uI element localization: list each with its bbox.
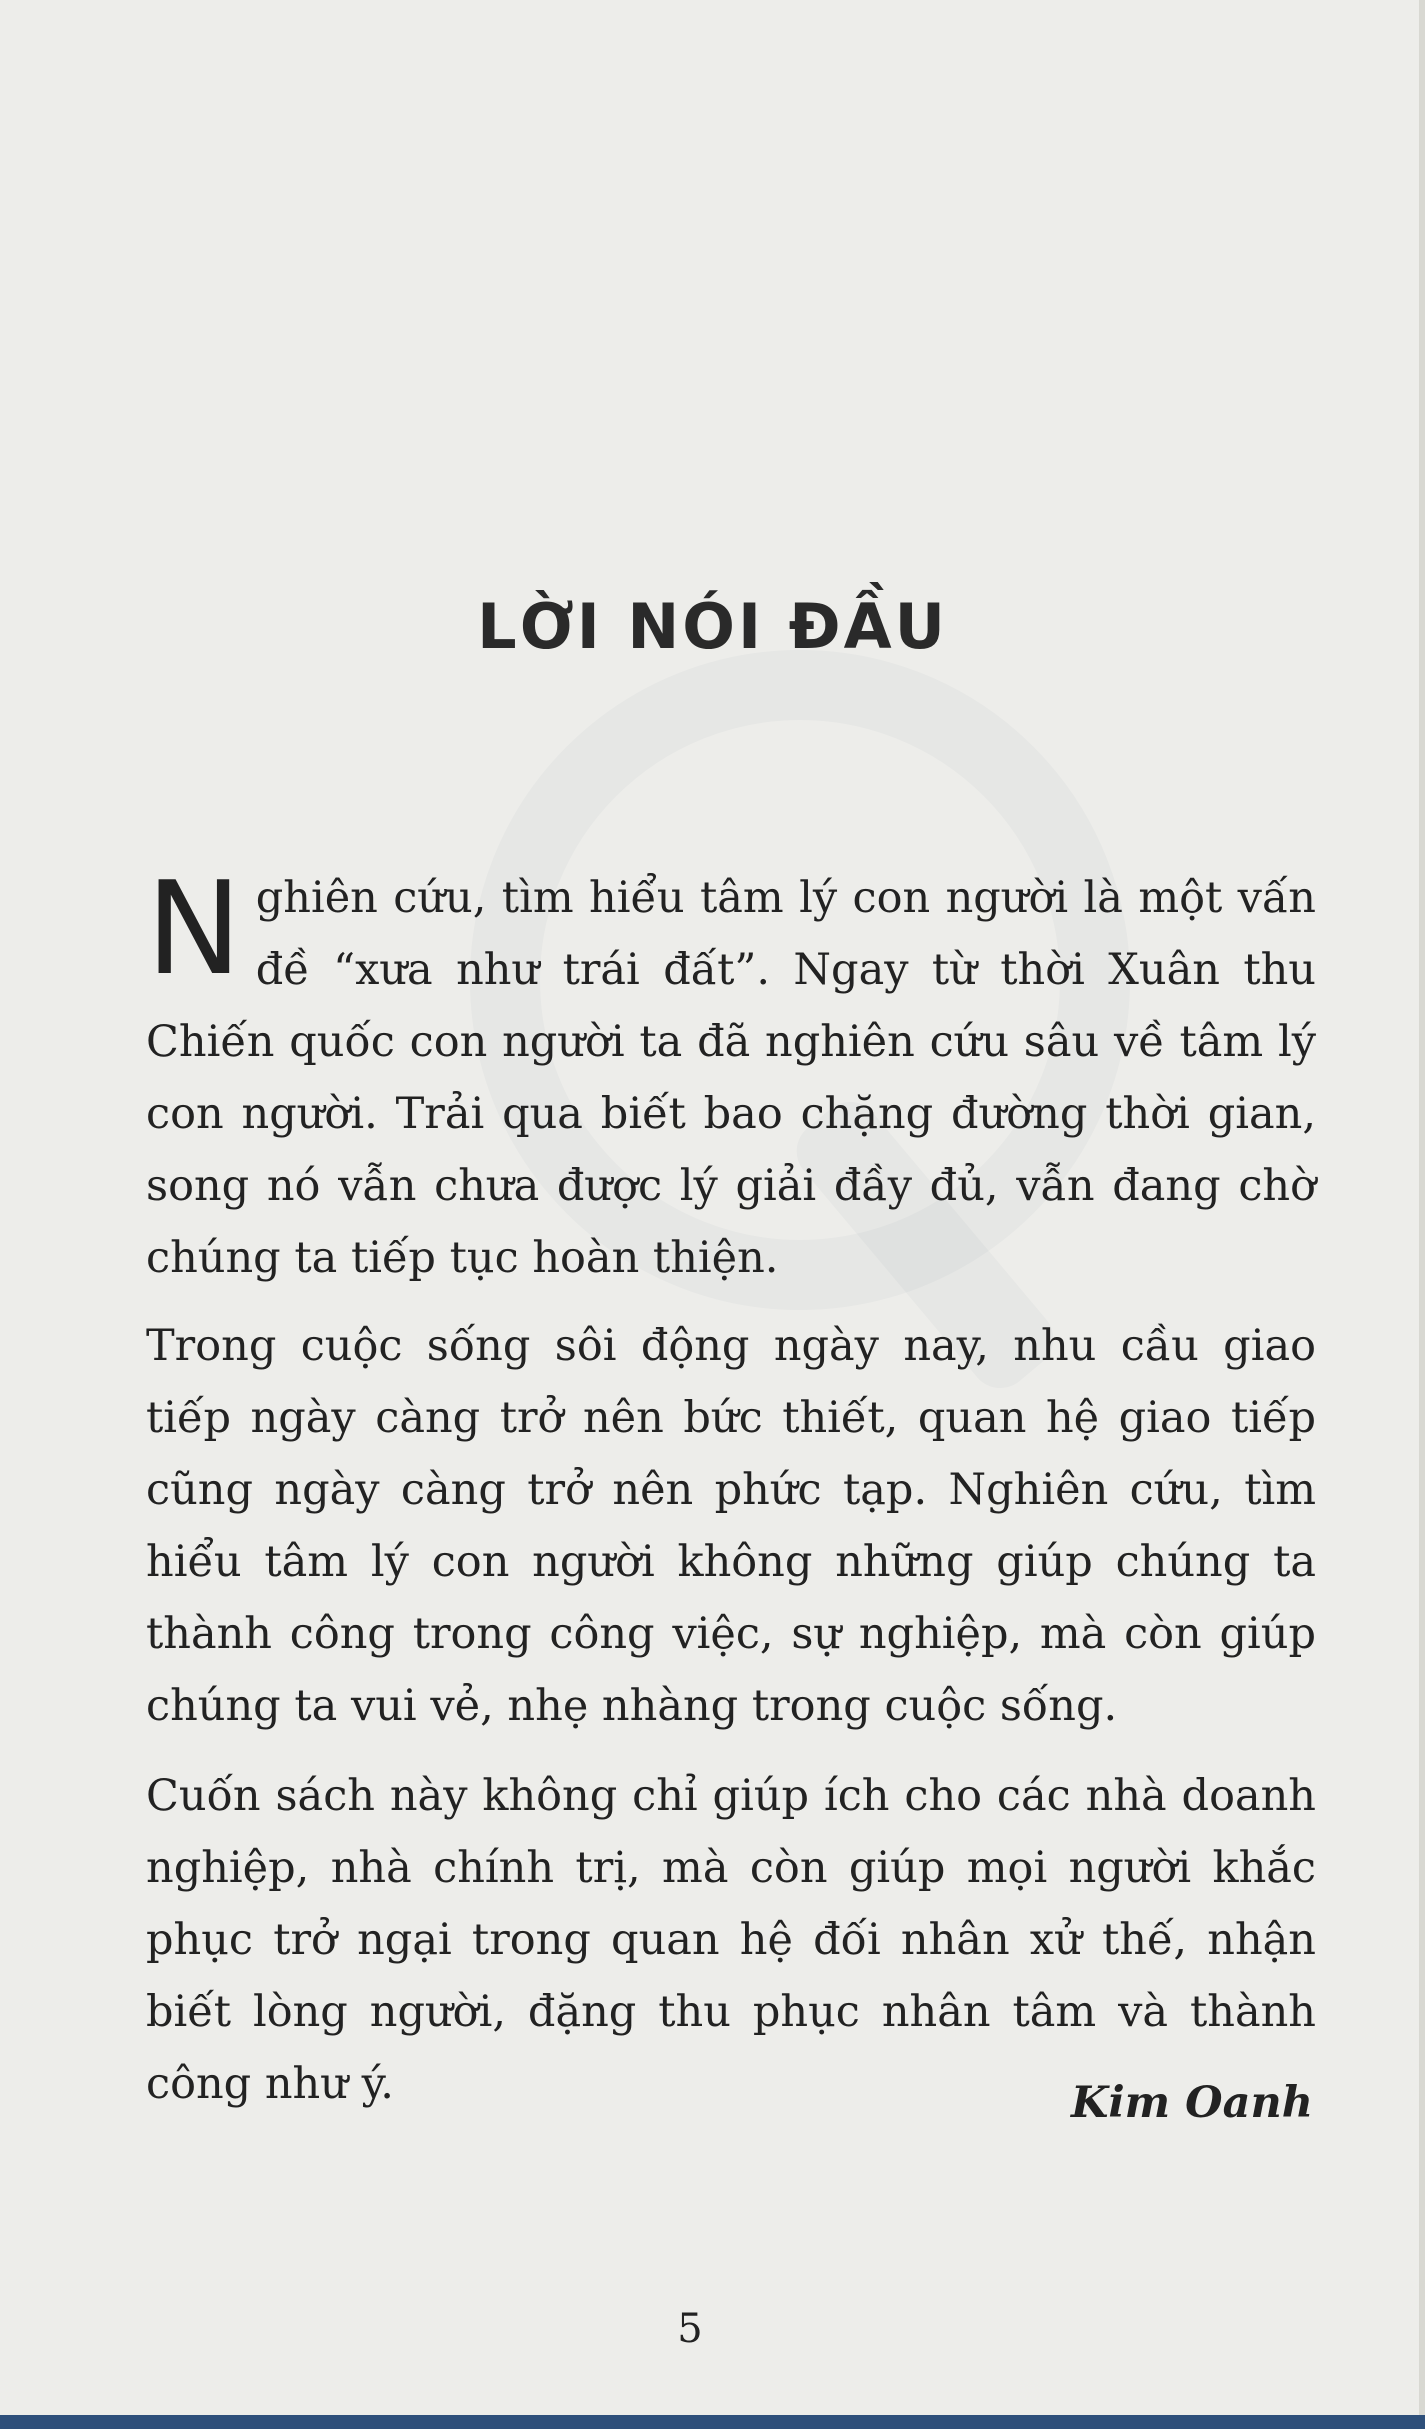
page-title: LỜI NÓI ĐẦU — [477, 590, 948, 663]
paragraph-1 — [146, 855, 1316, 1294]
page-edge-right — [1419, 0, 1425, 2429]
paragraph-3: Cuốn sách này không chỉ giúp ích cho các nhà doanh nghiệp, nhà chính trị, mà còn giúp mọi người khắc phục trở ngại trong quan hệ đối nhân xử thế, nhận biết lòng người, đặng thu phục nhân tâm và thành công như ý. — [146, 1771, 1316, 2109]
page-number: 5 — [677, 2306, 703, 2352]
drop-cap: N — [146, 855, 242, 1004]
page-edge-bottom — [0, 2415, 1425, 2429]
paragraph-2: Trong cuộc sống sôi động ngày nay, nhu cầu giao tiếp ngày càng trở nên bức thiết, quan hệ giao tiếp cũng ngày càng trở nên phức tạp. Nghiên cứu, tìm hiểu tâm lý con người không những giúp chúng ta thành công trong công việc, sự nghiệp, mà còn giúp chúng ta vui vẻ, nhẹ nhàng trong cuộc sống. — [146, 1321, 1316, 1731]
author-signature: Kim Oanh — [1070, 2078, 1313, 2128]
paragraph-1-body: ghiên cứu, tìm hiểu tâm lý con người là một vấn đề “xưa như trái đất”. Ngay từ thời Xuân thu Chiến quốc con người ta đã nghiên cứu sâu về tâm lý con người. Trải qua biết bao chặng đường thời gian, song nó vẫn chưa được lý giải đầy đủ, vẫn đang chờ chúng ta tiếp tục hoàn thiện. — [146, 873, 1316, 1283]
